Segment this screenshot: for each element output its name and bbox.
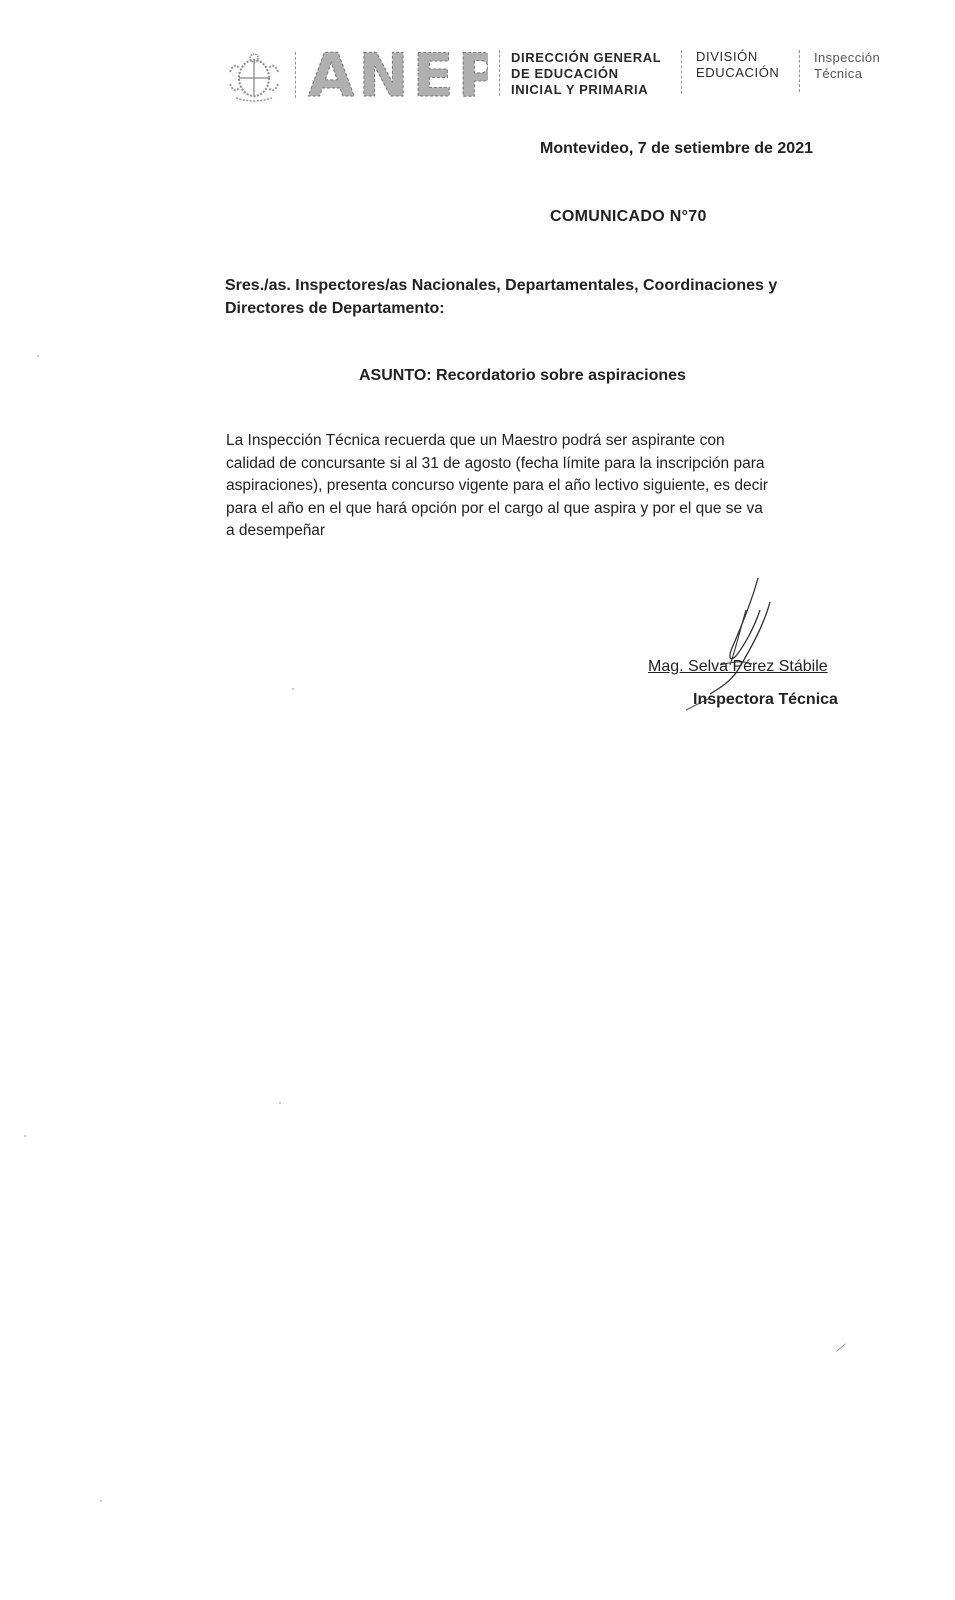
division-line-1: DIVISIÓN <box>696 49 758 64</box>
dgeip-name <box>511 50 661 98</box>
body-paragraph <box>226 430 866 543</box>
body-line: para el año en el que hará opción por el cargo al que aspira y por el que se va <box>226 499 763 517</box>
recipients-line-1: Sres./as. Inspectores/as Nacionales, Departamentales, Coordinaciones y <box>225 277 778 294</box>
scan-speck <box>279 1102 281 1104</box>
body-line: La Inspección Técnica recuerda que un Maestro podrá ser aspirante con <box>226 432 725 449</box>
division-name <box>696 49 779 81</box>
division-line-2: EDUCACIÓN <box>696 65 780 80</box>
dgeip-line-2: DE EDUCACIÓN <box>511 66 619 81</box>
subject-line <box>359 365 686 388</box>
inspeccion-line-1: Inspección <box>814 50 881 65</box>
document-number: COMUNICADO N°70 <box>550 208 707 225</box>
recipients-line-2: Directores de Departamento: <box>225 300 445 317</box>
inspeccion-line-2: Técnica <box>814 66 863 81</box>
body-line: aspiraciones), presenta concurso vigente para el año lectivo siguiente, es decir <box>226 477 768 494</box>
anep-logo-text: ANEP <box>308 44 488 102</box>
scan-speck <box>37 355 39 357</box>
dgeip-line-3: INICIAL Y PRIMARIA <box>511 82 649 97</box>
subject-label: ASUNTO: <box>359 367 432 384</box>
body-line: a desempeñar <box>226 522 326 539</box>
signatory-title: Inspectora Técnica <box>693 691 838 708</box>
header-divider <box>799 50 800 92</box>
anep-logo <box>308 44 488 102</box>
signatory-name: Mag. Selva Pérez Stábile <box>648 658 828 675</box>
recipients-block <box>225 274 777 320</box>
dgeip-line-1: DIRECCIÓN GENERAL <box>511 50 662 65</box>
header-divider <box>295 52 296 98</box>
uruguay-coat-of-arms-icon <box>226 52 282 102</box>
scan-speck <box>24 1135 26 1137</box>
header-divider <box>499 50 500 96</box>
subject-text: Recordatorio sobre aspiraciones <box>436 367 686 384</box>
header-divider <box>681 50 682 94</box>
date-line: Montevideo, 7 de setiembre de 2021 <box>540 140 813 157</box>
body-line: calidad de concursante si al 31 de agosto (fecha límite para la inscripción para <box>226 454 765 472</box>
scan-speck <box>292 688 294 690</box>
scan-mark <box>836 1343 846 1351</box>
scan-speck <box>100 1500 102 1502</box>
inspeccion-name <box>814 50 880 82</box>
